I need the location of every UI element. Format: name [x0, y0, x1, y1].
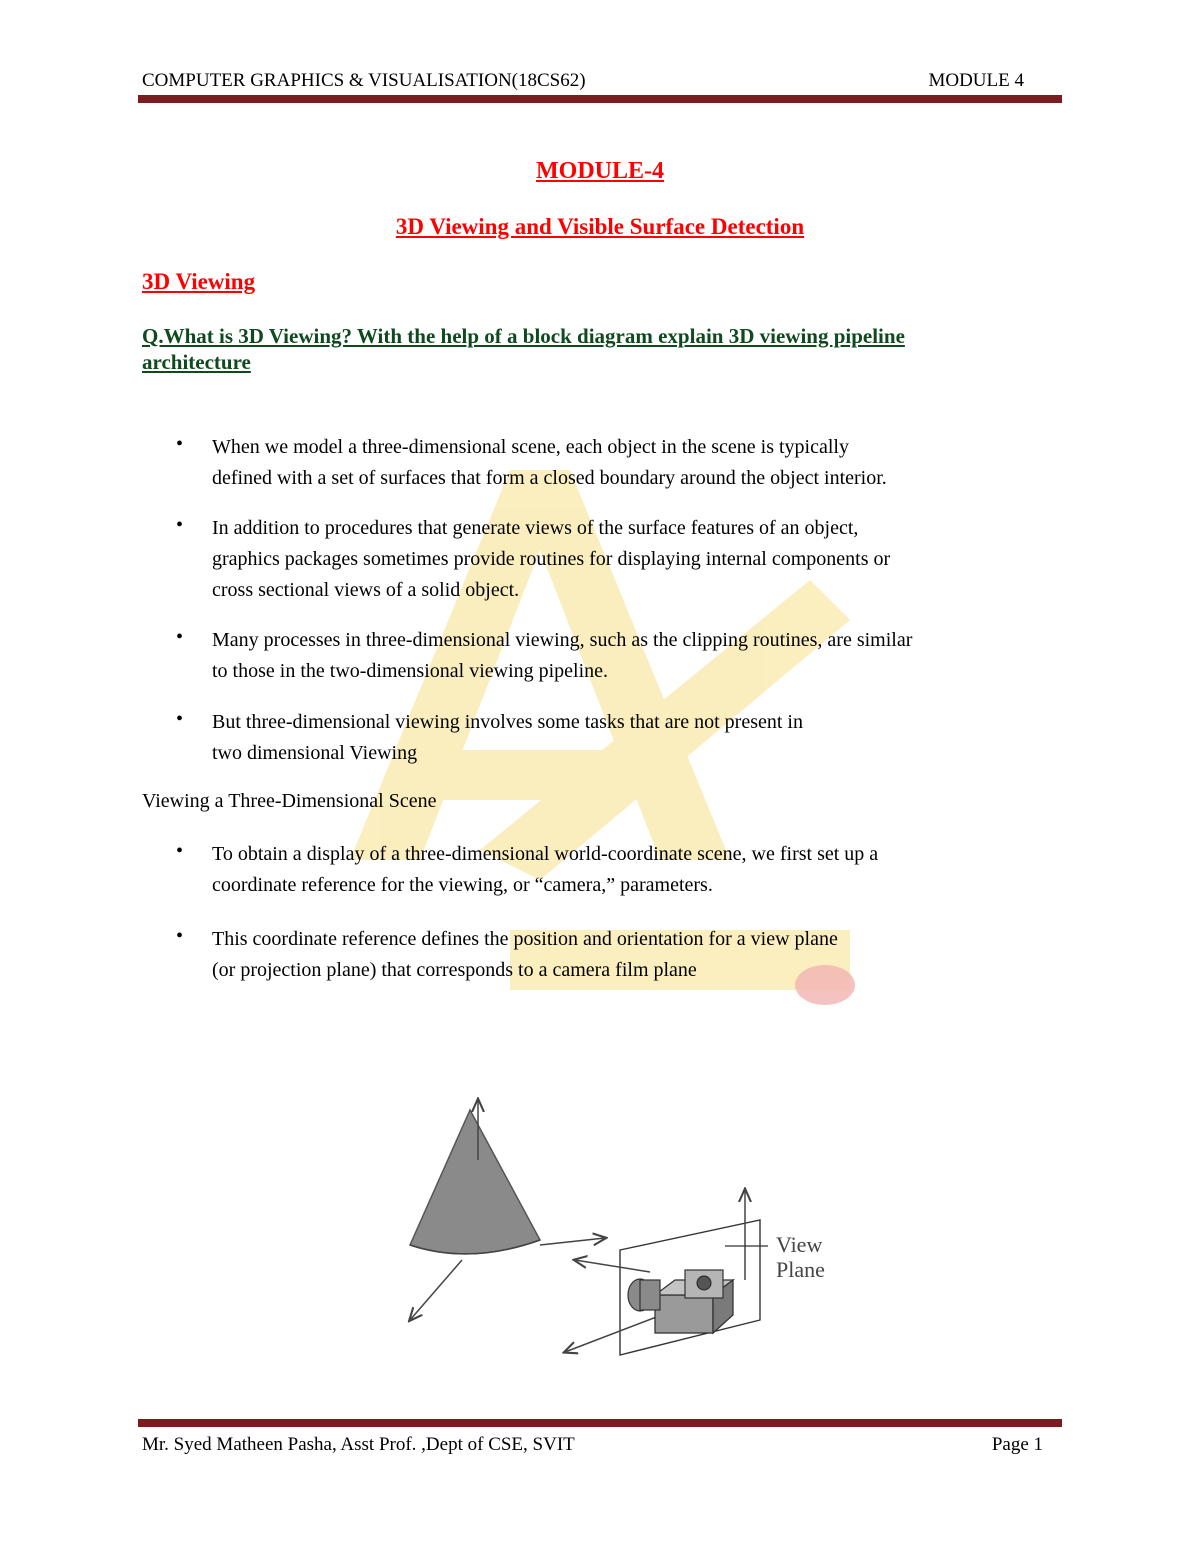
module-title: MODULE-4	[536, 158, 664, 184]
bullet-line: coordinate reference for the viewing, or “camera,” parameters.	[212, 874, 713, 896]
bullet-line: In addition to procedures that generate views of the surface features of an object,	[212, 517, 859, 539]
view-plane-figure	[390, 1090, 870, 1370]
bullet-item-3	[212, 625, 1052, 687]
header-module: MODULE 4	[928, 70, 1024, 91]
bullet-line: defined with a set of surfaces that form a closed boundary around the object interior.	[212, 467, 887, 489]
bullet-line: This coordinate reference defines the position and orientation for a view plane	[212, 928, 838, 950]
bullet-line: cross sectional views of a solid object.	[212, 579, 520, 601]
bullet-line: When we model a three-dimensional scene, each object in the scene is typically	[212, 436, 849, 458]
bullet-marker: •	[176, 433, 184, 455]
bullet-line: to those in the two-dimensional viewing pipeline.	[212, 660, 609, 682]
bullet-marker: •	[176, 708, 184, 730]
bullet-line: To obtain a display of a three-dimensional world-coordinate scene, we first set up a	[212, 843, 879, 865]
bullet-line: two dimensional Viewing	[212, 742, 418, 764]
plane-label: Plane	[776, 1257, 825, 1282]
bullet-item-1	[212, 432, 1052, 494]
bullet-marker: •	[176, 626, 184, 648]
subheading: Viewing a Three-Dimensional Scene	[142, 790, 437, 812]
footer-author: Mr. Syed Matheen Pasha, Asst Prof. ,Dept of CSE, SVIT	[142, 1434, 575, 1455]
cone-shape	[410, 1110, 540, 1254]
bullet-item-5	[212, 839, 1052, 901]
camera-shape	[628, 1270, 733, 1333]
bullet-marker: •	[176, 840, 184, 862]
footer-rule	[138, 1419, 1062, 1427]
bullet-marker: •	[176, 925, 184, 947]
question-line-1: Q.What is 3D Viewing? With the help of a block diagram explain 3D viewing pipeline	[142, 324, 905, 348]
bullet-item-2	[212, 513, 1052, 606]
bullet-marker: •	[176, 514, 184, 536]
bullet-line: graphics packages sometimes provide routines for displaying internal components or	[212, 548, 891, 570]
header-rule	[138, 95, 1062, 103]
view-label: View	[776, 1232, 823, 1257]
question-line-2: architecture	[142, 350, 251, 374]
bullet-line: But three-dimensional viewing involves some tasks that are not present in	[212, 711, 803, 733]
bullet-line: (or projection plane) that corresponds to a camera film plane	[212, 959, 697, 981]
header-course: COMPUTER GRAPHICS & VISUALISATION(18CS62)	[142, 70, 586, 91]
bullet-item-4	[212, 707, 1052, 769]
question-heading	[142, 323, 1022, 375]
bullet-line: Many processes in three-dimensional viewing, such as the clipping routines, are similar	[212, 629, 913, 651]
footer-page-number: Page 1	[991, 1434, 1043, 1455]
topic-title: 3D Viewing and Visible Surface Detection	[395, 214, 805, 239]
bullet-item-6	[212, 924, 1052, 986]
section-heading: 3D Viewing	[142, 269, 256, 294]
